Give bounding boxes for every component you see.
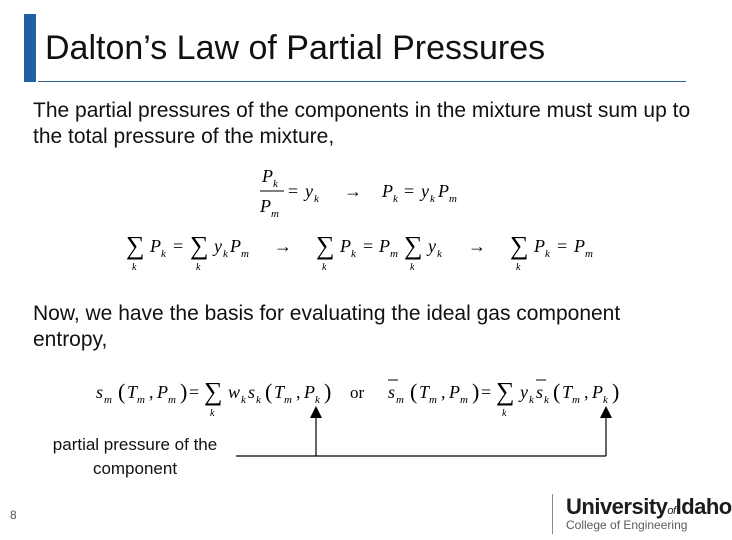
svg-text:w: w — [228, 382, 241, 402]
svg-text:m: m — [429, 394, 437, 406]
svg-text:k: k — [161, 248, 166, 260]
svg-text:m: m — [460, 394, 468, 406]
svg-text:P: P — [262, 166, 273, 186]
svg-text:=: = — [363, 236, 374, 256]
svg-text:,: , — [441, 382, 446, 402]
svg-text:,: , — [149, 382, 154, 402]
logo-name-part1: University — [566, 494, 668, 519]
svg-text:=: = — [404, 181, 415, 201]
svg-text:T: T — [274, 382, 285, 402]
svg-text:k: k — [322, 262, 327, 273]
svg-text:y: y — [428, 236, 436, 256]
svg-text:(: ( — [118, 379, 126, 404]
svg-text:m: m — [271, 208, 279, 220]
svg-text:k: k — [437, 248, 442, 260]
svg-text:P: P — [449, 382, 460, 402]
svg-text:y: y — [214, 236, 222, 256]
logo-subtitle: College of Engineering — [566, 518, 688, 532]
logo-divider — [552, 494, 553, 534]
svg-text:k: k — [544, 394, 549, 406]
svg-text:): ) — [324, 379, 332, 404]
svg-text:m: m — [396, 394, 404, 406]
svg-text:k: k — [351, 248, 356, 260]
svg-text:=: = — [481, 382, 492, 402]
svg-text:∑: ∑ — [204, 377, 223, 406]
svg-text:=: = — [288, 181, 299, 201]
svg-text:y: y — [520, 382, 528, 402]
svg-text:P: P — [534, 236, 545, 256]
svg-text:,: , — [296, 382, 301, 402]
svg-text:P: P — [592, 382, 603, 402]
svg-text:m: m — [390, 248, 398, 260]
svg-text:P: P — [379, 236, 390, 256]
page-number: 8 — [10, 508, 17, 522]
paragraph-partial-pressures: The partial pressures of the components in the mixture must sum up to the total pressure of the mixture, — [33, 99, 691, 148]
svg-text:k: k — [241, 394, 246, 406]
svg-text:→: → — [344, 181, 362, 201]
svg-text:m: m — [449, 193, 457, 205]
svg-text:∑: ∑ — [190, 231, 209, 260]
svg-text:k: k — [273, 178, 278, 190]
svg-text:): ) — [180, 379, 188, 404]
svg-text:(: ( — [265, 379, 273, 404]
logo-name-of: of — [667, 505, 676, 517]
svg-text:s: s — [248, 382, 256, 402]
svg-text:=: = — [557, 236, 568, 256]
svg-text:m: m — [104, 394, 112, 406]
svg-text:k: k — [393, 193, 398, 205]
svg-text:P: P — [157, 382, 168, 402]
svg-text:∑: ∑ — [404, 231, 423, 260]
svg-text:P: P — [304, 382, 315, 402]
svg-text:): ) — [472, 379, 480, 404]
svg-text:(: ( — [410, 379, 418, 404]
svg-text:m: m — [168, 394, 176, 406]
svg-text:m: m — [572, 394, 580, 406]
svg-text:k: k — [210, 408, 215, 419]
svg-text:P: P — [382, 181, 393, 201]
svg-text:m: m — [137, 394, 145, 406]
svg-text:T: T — [562, 382, 573, 402]
svg-text:k: k — [314, 193, 319, 205]
svg-text:m: m — [241, 248, 249, 260]
svg-text:k: k — [223, 248, 228, 260]
svg-text:k: k — [502, 408, 507, 419]
svg-text:or: or — [350, 383, 365, 402]
svg-text:y: y — [305, 181, 313, 201]
svg-text:P: P — [260, 196, 271, 216]
svg-text:): ) — [612, 379, 620, 404]
slide-title: Dalton’s Law of Partial Pressures — [45, 29, 546, 67]
svg-text:s: s — [388, 382, 396, 402]
svg-text:=: = — [173, 236, 184, 256]
svg-text:k: k — [196, 262, 201, 273]
svg-text:s: s — [536, 382, 544, 402]
svg-text:P: P — [230, 236, 241, 256]
svg-text:k: k — [132, 262, 137, 273]
svg-text:∑: ∑ — [510, 231, 529, 260]
svg-text:k: k — [315, 394, 320, 406]
paragraph-entropy-basis: Now, we have the basis for evaluating the ideal gas component entropy, — [33, 302, 621, 351]
svg-text:→: → — [468, 236, 486, 256]
svg-text:∑: ∑ — [126, 231, 145, 260]
svg-text:P: P — [438, 181, 449, 201]
logo-name-part2: Idaho — [675, 494, 732, 519]
svg-text:=: = — [189, 382, 200, 402]
svg-text:k: k — [529, 394, 534, 406]
svg-text:∑: ∑ — [316, 231, 335, 260]
svg-text:m: m — [585, 248, 593, 260]
svg-text:(: ( — [553, 379, 561, 404]
svg-text:s: s — [96, 382, 104, 402]
callout-partial-pressure-label: partial pressure of the component — [52, 435, 218, 478]
svg-text:k: k — [516, 262, 521, 273]
svg-text:k: k — [256, 394, 261, 406]
svg-text:P: P — [340, 236, 351, 256]
university-logo — [566, 494, 732, 532]
svg-text:k: k — [603, 394, 608, 406]
svg-text:y: y — [421, 181, 429, 201]
svg-text:T: T — [419, 382, 430, 402]
svg-text:k: k — [545, 248, 550, 260]
svg-text:→: → — [274, 236, 292, 256]
svg-text:P: P — [150, 236, 161, 256]
svg-text:m: m — [284, 394, 292, 406]
svg-text:T: T — [127, 382, 138, 402]
svg-text:k: k — [430, 193, 435, 205]
svg-text:P: P — [574, 236, 585, 256]
svg-text:,: , — [584, 382, 589, 402]
svg-text:k: k — [410, 262, 415, 273]
svg-text:∑: ∑ — [496, 377, 515, 406]
